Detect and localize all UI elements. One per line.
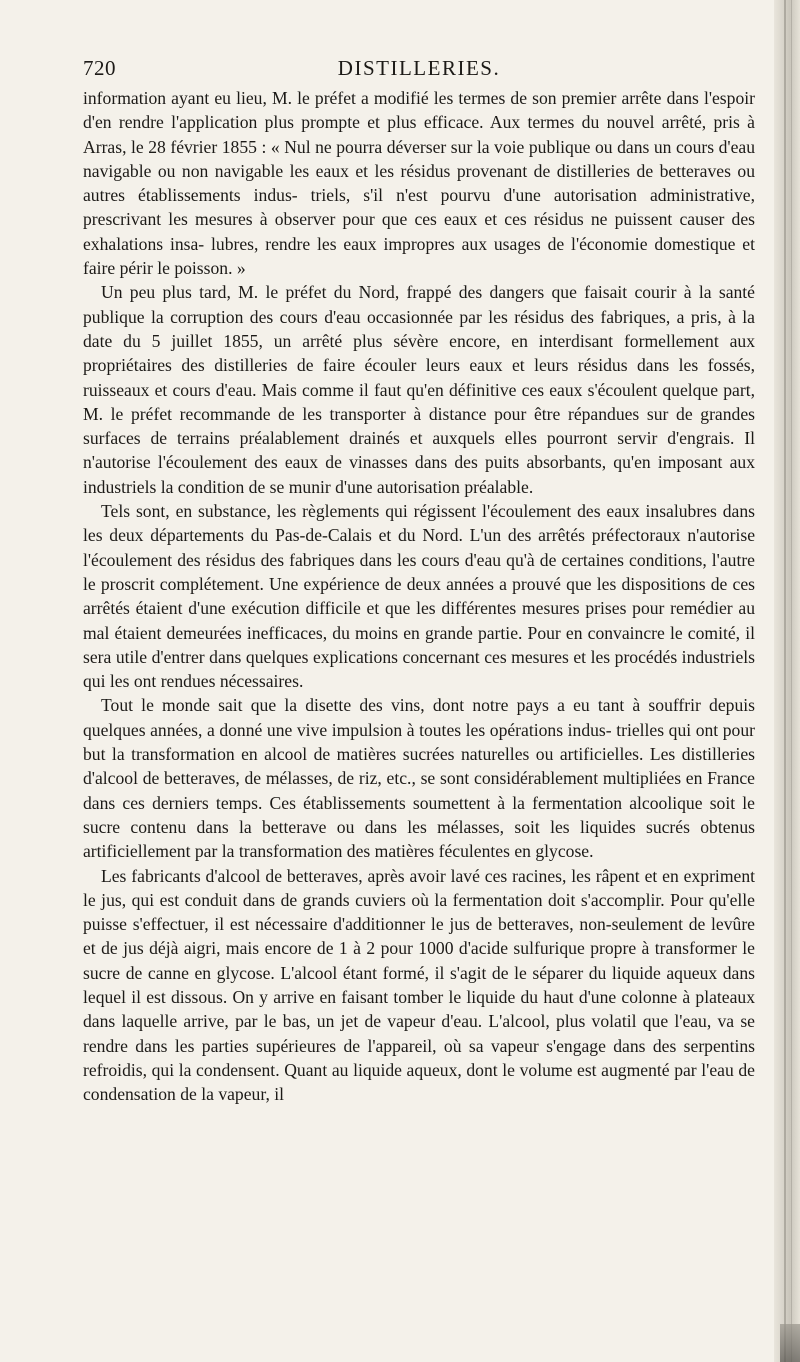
paragraph: Les fabricants d'alcool de betteraves, après avoir lavé ces racines, les râpent et en expriment le jus, qui est conduit dans de grands cuviers où la fermentation doit s'accomplir. Pour qu'elle puisse s'effectuer, il est nécessaire d'additionner le jus de betteraves, non-seulement de levûre et de jus déjà aigri, mais encore de 1 à 2 pour 1000 d'acide sulfurique propre à transformer le sucre de canne en glycose. L'alcool étant formé, il s'agit de le séparer du liquide aqueux dans lequel il est dissous. On y arrive en faisant tomber le liquide du haut d'une colonne à plateaux dans laquelle arrive, par le bas, un jet de vapeur d'eau. L'alcool, plus volatil que l'eau, va se rendre dans les parties supérieures de l'appareil, où sa vapeur s'engage dans des serpentins refroidis, qui la condensent. Quant au liquide aqueux, dont le volume est augmenté par l'eau de condensation de la vapeur, il [83, 865, 755, 1105]
scan-corner-mark [780, 1324, 800, 1362]
running-title: DISTILLERIES. [337, 56, 501, 80]
page-number: 720 [83, 56, 116, 80]
page-edge-shadow [774, 0, 800, 1362]
paragraph: Tels sont, en substance, les règlements qui régissent l'écoulement des eaux insalubres dans les deux départements du Pas-de-Calais et du Nord. L'un des arrêtés préfectoraux n'autorise l'écoulement des résidus des fabriques dans les cours d'eau qu'à de certaines conditions, l'autre le proscrit complétement. Une expérience de deux années a prouvé que les dispositions de ces arrêtés étaient d'une exécution difficile et que les différentes mesures prises pour remédier au mal étaient demeurées inefficaces, du moins en grande partie. Pour en convaincre le comité, il sera utile d'entrer dans quelques explications concernant ces mesures et les procédés industriels qui les ont rendues nécessaires. [83, 501, 755, 692]
paragraph: Un peu plus tard, M. le préfet du Nord, frappé des dangers que faisait courir à la santé publique la corruption des cours d'eau occasionnée par les résidus des fabriques, a pris, à la date du 5 juillet 1855, un arrêté plus sévère encore, en interdisant formellement aux propriétaires des distilleries de faire écouler leurs eaux et leurs résidus dans les fossés, ruisseaux et cours d'eau. Mais comme il faut qu'en définitive ces eaux s'écoulent quelque part, M. le préfet recommande de les transporter à distance pour être répandues sur de grandes surfaces de terrains préalablement drainés et auxquels elles pourront servir d'engrais. Il n'autorise l'écoulement des eaux de vinasses dans des puits absorbants, qu'en imposant aux industriels la condition de se munir d'une autorisation préalable. [83, 282, 755, 497]
page-header [83, 56, 755, 86]
body-text [83, 86, 755, 1106]
page-edge-line [784, 0, 786, 1362]
paragraph: information ayant eu lieu, M. le préfet a modifié les termes de son premier arrête dans l'espoir d'en rendre l'application plus prompte et plus efficace. Aux termes du nouvel arrêté, pris à Arras, le 28 février 1855 : « Nul ne pourra déverser sur la voie publique ou dans un cours d'eau navigable ou non navigable les eaux et les résidus provenant de distilleries de betteraves ou autres établissements indus- triels, s'il n'est pourvu d'une autorisation administrative, prescrivant les mesures à observer pour que ces eaux et ces résidus ne puissent causer des exhalations insa- lubres, rendre les eaux impropres aux usages de l'économie domestique et faire périr le poisson. » [83, 88, 755, 279]
paragraph: Tout le monde sait que la disette des vins, dont notre pays a eu tant à souffrir depuis quelques années, a donné une vive impulsion à toutes les opérations indus- trielles qui ont pour but la transformation en alcool de matières sucrées naturelles ou artificielles. Les distilleries d'alcool de betteraves, de mélasses, de riz, etc., se sont considérablement multipliées en France dans ces derniers temps. Ces établissements soumettent à la fermentation alcoolique soit le sucre contenu dans la betterave ou dans les mélasses, soit les liquides sucrés obtenus artificiellement par la transformation des matières féculentes en glycose. [83, 695, 755, 862]
page-edge-line-inner [791, 0, 792, 1362]
